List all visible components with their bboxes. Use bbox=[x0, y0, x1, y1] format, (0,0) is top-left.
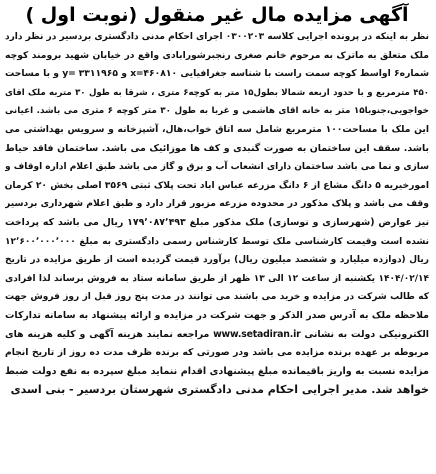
notice-line: شماره۶ اواسط کوچه سمت راست با شناسه جغرافیایی x=۴۶۰۸۱۰ و y= ۳۳۱۱۹۶۵ و با مساحت bbox=[5, 68, 429, 80]
notice-line: مربوطه بر عهده برنده مزایده می باشد ودر صورتی که برنده ظرف مدت ده روز از تاریخ انجام bbox=[5, 347, 429, 359]
notice-line: ملک متعلق به ماترک به مرحوم خانم صغری رنجبرشورابادی واقع در خیابان شهید برومند کوچه bbox=[5, 49, 429, 61]
notice-line: ریال (دوازده میلیارد و ششصد میلیون ریال) برآورد قیمت گردیده است از طریق مزایده در تاریخ bbox=[5, 255, 429, 266]
notice-line: خواجویی،جنوبا۱۵ متر به خانه اقای هاشمی و غربا به طول ۳۰ متر کوچه ۶ متری می باشد. اعیانی bbox=[5, 106, 429, 117]
notice-line: سازی و نما می باشد ساختمان دارای انشعاب آب و برق و گاز می باشد طبق اعلام اداره اوقاف و bbox=[5, 162, 429, 173]
notice-line: ملاحظه ملک به آدرس صدر الذکر و جهت شرکت در مزایده و ارائه پیشنهاد به سامانه تدارکات bbox=[5, 309, 429, 321]
notice-line: ۱۴۰۴/۰۲/۱۴ یکشنبه از ساعت ۱۲ الی ۱۳ ظهر از طریق سامانه ستاد به فروش برساند لذا افرادی bbox=[5, 273, 429, 284]
notice-line: باشد. سقف این ساختمان به صورت گنبدی و کف ها موزائیک می باشد. ساختمان فاقد حیاط bbox=[5, 142, 429, 154]
notice-line: این ملک با مساحت۱۰۰ مترمربع شامل سه اتاق خواب،هال، آشپزخانه و سرویس بهداشتی می bbox=[5, 123, 429, 135]
notice-line: ۴۵۰ مترمربع و با حدود اربعه شمالا بطول۱۵ متر به کوچه۶ متری ، شرقا به طول ۳۰ متربه ملک اقای bbox=[5, 87, 429, 98]
notice-line: که طالب شرکت در مزایده و خرید می باشند می توانند در مدت پنج روز قبل از روز فروش جهت bbox=[5, 292, 429, 303]
notice-line: الکترونیکی دولت به نشانی www.setadiran.ir مراجعه نمایند هزینه آگهی و کلیه هزینه های bbox=[5, 328, 429, 340]
notice-line: نظر به اینکه در پرونده اجرایی کلاسه ۰۳۰۰۲۰۳ اجرای احکام مدنی دادگستری بردسیر در نظر دارد bbox=[5, 32, 429, 42]
notice-line: نیز عوارض (شهرسازی و نوسازی) ملک مذکور مبلغ ۱۷۹٬۰۸۷٬۴۹۳ ریال می باشد که پرداخت bbox=[5, 216, 429, 228]
auction-notice bbox=[3, 2, 431, 470]
notice-body bbox=[3, 28, 431, 400]
notice-line: امورخیریه ۵ دانگ مشاع از ۶ دانگ مزرعه عباس اباد تحت پلاک ثبتی ۳۵۶۹ اصلی بخش ۲۰ کرمان bbox=[5, 179, 429, 191]
notice-line: مزایده نسبت به واریز باقیمانده مبلغ پیشنهادی اقدام ننماید مبلغ سپرده به نفع دولت ضبط bbox=[5, 365, 429, 377]
notice-line: وقف می باشد و پلاک مذکور در محدوده مزرعه مزبور قرار دارد و طبق اعلام شهرداری بردسیر bbox=[5, 198, 429, 210]
notice-line-signature: خواهد شد. مدیر اجرایی احکام مدنی دادگستری شهرستان بردسیر - بنی اسدی bbox=[10, 383, 429, 397]
notice-title: آگهی مزایده مال غیر منقول (نوبت اول ) bbox=[25, 4, 409, 26]
notice-line: نشده است وقیمت کارشناسی ملک توسط کارشناس رسمی دادگستری به مبلغ ۱۲٬۶۰۰٬۰۰۰٬۰۰۰ bbox=[5, 236, 429, 247]
